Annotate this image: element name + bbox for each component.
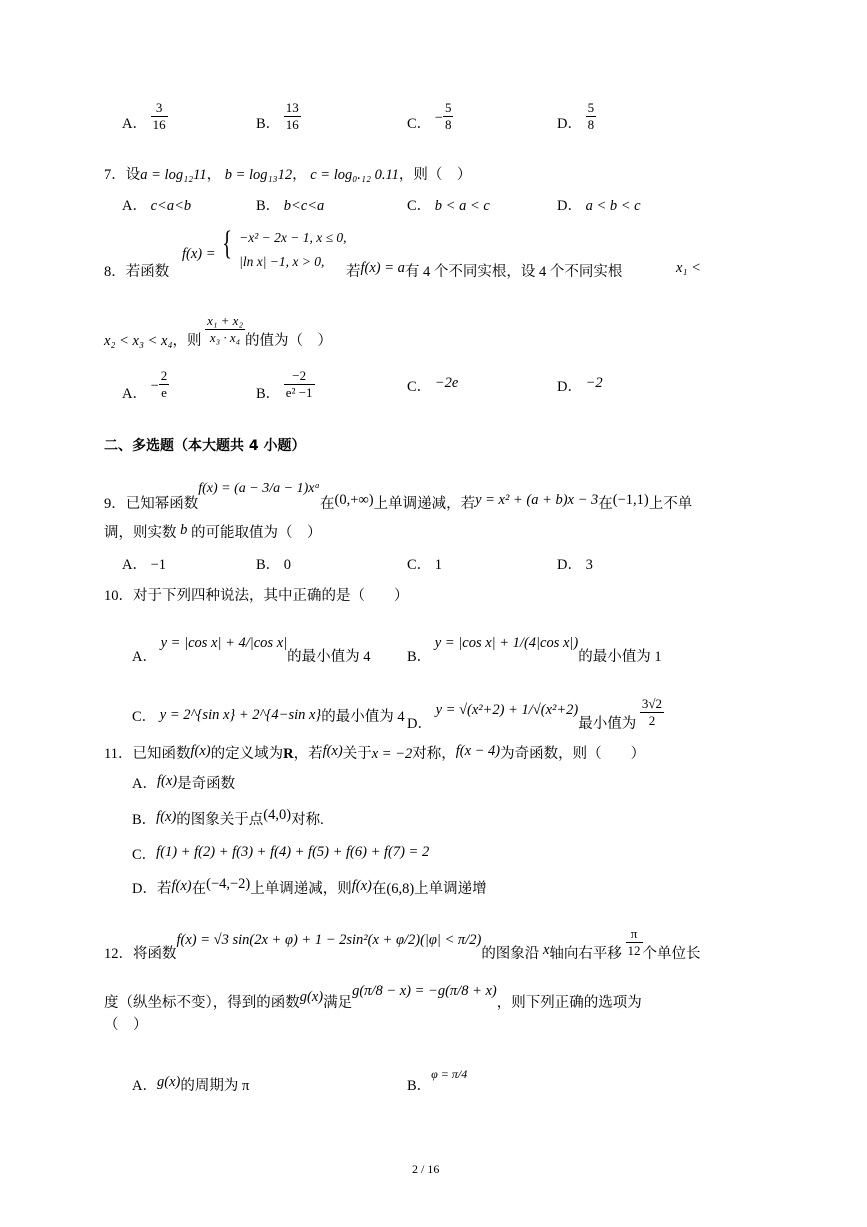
q9-line2: 调，则实数 b 的可能取值为（ ） (104, 522, 322, 541)
q10-option-a: A． y = |cos x| + 4/|cos x|的最小值为 4 (132, 635, 371, 665)
q7-stem: 7．设a = log₁₂11， b = log₁₃12， c = log₀.₁₂ 0.11，则（ ） (104, 167, 472, 183)
q12-option-b: B．$^{\varphi = \pi/4}$ (407, 1067, 468, 1094)
q6-option-d: D． $\frac{5}{8}$ (557, 100, 595, 132)
q12-line2: 度（纵坐标不变），得到的函数g(x)满足g(π/8 − x) = −g(π/8 + x)，则下列正确的选项为 (104, 983, 642, 1011)
q11-option-c: C．f(1) + f(2) + f(3) + f(4) + f(5) + f(6) + f(7) = 2 (132, 844, 430, 863)
q12-option-a: A．g(x)的周期为 π (132, 1074, 250, 1094)
q8-condition: 若f(x) = a有 4 个不同实根，设 4 个不同实根 (346, 260, 623, 280)
q8-expr-fraction: $\frac{\text{x₁ + x₂}}{\text{x₃ · x₄}}$ (207, 313, 243, 345)
q11-stem: 11．已知函数f(x)的定义域为R，若f(x)关于x = −2对称，f(x − 4)为奇函数，则（ ） (104, 743, 646, 762)
q8-option-c: C． −2e (407, 375, 459, 395)
q12-shift-fraction: $\frac{\pi}{12}$ (627, 926, 641, 958)
q6-option-b: B． $\frac{13}{16}$ (256, 100, 299, 132)
q10-option-d: D． y = √(x²+2) + 1/√(x²+2)最小值为 $\frac{3√2}{2}$ (407, 696, 663, 732)
q6-a-fraction: $\frac{3}{16}$ (152, 100, 166, 132)
q8-cases: −x² − 2x − 1, x ≤ 0, |ln x| −1, x > 0, (239, 230, 347, 269)
q10-option-b: B． y = |cos x| + 1/(4|cos x|)的最小值为 1 (407, 635, 662, 665)
q7-option-a: A． c<a<b (122, 198, 192, 214)
q8-x1: x₁ < (676, 260, 701, 276)
q9-option-d: D． 3 (557, 557, 593, 573)
q12-line1: 12．将函数f(x) = √3 sin(2x + φ) + 1 − 2sin²(x + φ/2)(|φ| < π/2)的图象沿 x轴向右平移 $\frac{\pi}{12}$ 个单位长 (104, 926, 701, 962)
q8-option-a: A． − $\frac{2}{e}$ (122, 368, 168, 402)
left-brace-icon: { (222, 225, 233, 262)
q11-option-d: D．若f(x)在(−4,−2)上单调递减，则f(x)在(6,8)上单调递增 (132, 876, 487, 897)
q9-line1: 9．已知幂函数f(x) = (a − 3/a − 1)xᵃ在(0,+∞)上单调递减，若y = x² + (a + b)x − 3在(−1,1)上不单 (104, 481, 693, 512)
q9-option-b: B． 0 (256, 557, 292, 573)
q7-option-c: C． b < a < c (407, 198, 490, 214)
q7-option-b: B． b<c<a (256, 198, 325, 214)
q6-c-fraction: $\frac{5}{8}$ (444, 100, 452, 132)
q9-option-a: A． −1 (122, 557, 167, 573)
q8-option-d: D． −2 (557, 375, 603, 395)
q11-option-b: B．f(x)的图象关于点(4,0)对称. (132, 807, 324, 828)
q8-option-b: B． $\frac{-2}{\text{e² −1}}$ (256, 368, 313, 402)
q9-option-c: C． 1 (407, 557, 443, 573)
q11-option-a: A．f(x)是奇函数 (132, 773, 236, 792)
q8-prefix: 8．若函数 (104, 264, 170, 280)
q6-d-fraction: $\frac{5}{8}$ (587, 100, 595, 132)
q6-option-a: A． $\frac{3}{16}$ (122, 100, 166, 132)
section-title: 二、多选题（本大题共 4 小题） (104, 438, 306, 454)
q7-option-d: D． a < b < c (557, 198, 641, 214)
q6-b-fraction: $\frac{13}{16}$ (285, 100, 299, 132)
q8-a-fraction: $\frac{2}{e}$ (160, 368, 168, 400)
q10-stem: 10．对于下列四种说法，其中正确的是（ ） (104, 588, 409, 604)
q8-piecewise: f(x) = { −x² − 2x − 1, x ≤ 0, |ln x| −1, x > 0, (182, 225, 347, 269)
q12-line3: （ ） (104, 1017, 148, 1033)
page-number: 2 / 16 (412, 1162, 440, 1176)
q8-b-fraction: $\frac{-2}{\text{e² −1}}$ (285, 368, 313, 400)
q8-line2: x₂ < x₃ < x₄，则 $\frac{\text{x₁ + x₂}}{\text{x₃ · x₄}}$ 的值为（ ） (104, 313, 332, 349)
q10-option-c: C． y = 2^{sin x} + 2^{4−sin x}的最小值为 4 (132, 707, 405, 725)
q10-d-fraction: $\frac{3√2}{2}$ (641, 696, 663, 728)
q6-option-c: C． − $\frac{5}{8}$ (407, 100, 452, 132)
